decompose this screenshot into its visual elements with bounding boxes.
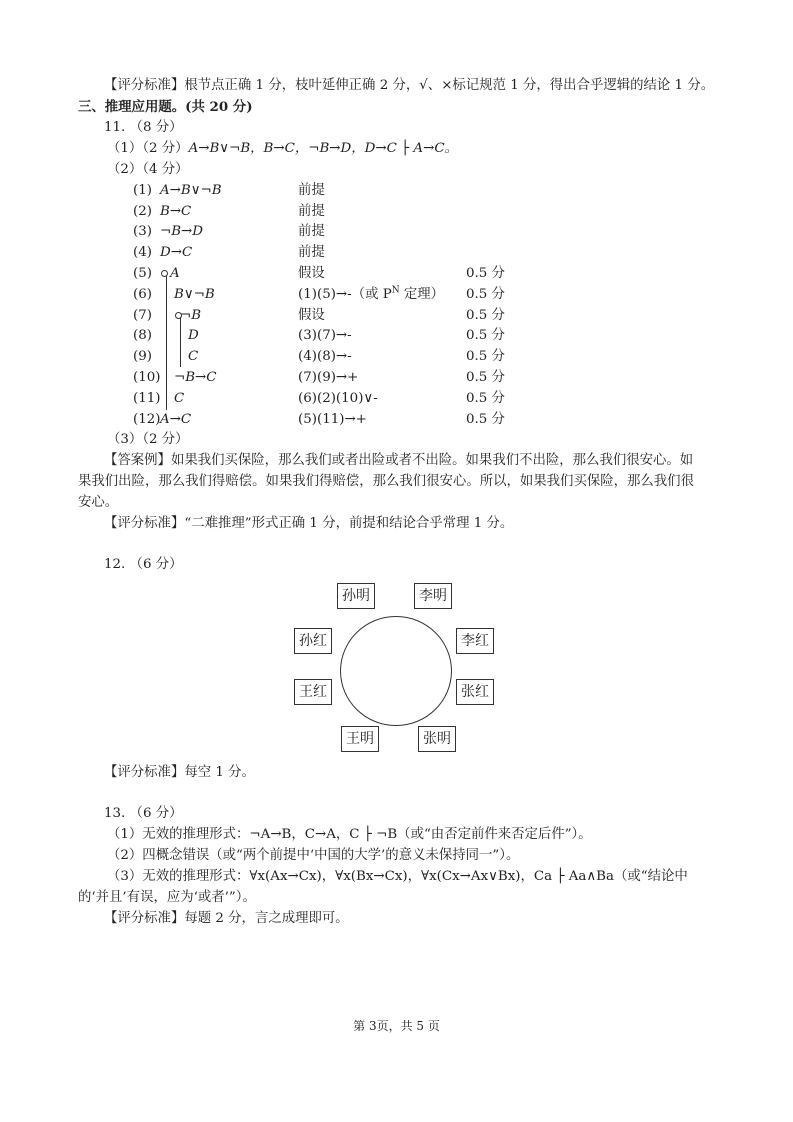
row-formula: A [170,266,180,281]
q13-line3: （3）无效的推理形式：∀x(Ax→Cx)，∀x(Bx→Cx)，∀x(Cx→Ax∨Bx)，Ca ├ Aa∧Ba（或“结论中 [107,869,688,884]
assumption-bar-outer [166,276,167,410]
seat-lower-right: 张红 [456,679,494,705]
row-reason: (4)(8)→- [298,349,352,364]
row-score: 0.5 分 [466,391,505,406]
row-reason: 假设 [298,308,325,323]
row-reason: (7)(9)→+ [298,370,359,385]
seat-bottom-right: 张明 [418,726,456,752]
row-reason-main: (1)(5)→-（或 P [298,287,392,302]
q13-line1: （1）无效的推理形式：¬A→B，C→A，C ├ ¬B（或“由否定前件来否定后件”）。 [107,827,592,842]
row-score: 0.5 分 [466,287,505,302]
row-reason: 前提 [298,183,325,198]
row-reason-tail: 定理） [399,287,445,302]
row-num: (6) [133,287,152,302]
q13-line4: 的‘并且’有误，应为‘或者’”）。 [78,890,256,905]
round-table [340,616,452,726]
row-reason: 前提 [298,204,325,219]
answer-example-line1: 【答案例】如果我们买保险，那么我们或者出险或者不出险。如果我们不出险，那么我们很安心。如 [104,453,694,468]
row-formula: D [188,328,199,343]
row-num: (9) [133,349,152,364]
q12-grading-standard: 【评分标准】每空 1 分。 [104,765,255,780]
q11-part3-label: （3）（2 分） [107,432,189,447]
seat-upper-right: 李红 [456,628,494,654]
row-num: (5) [133,266,152,281]
seat-lower-left: 王红 [294,679,332,705]
q11-part1-formula: A→B∨¬B，B→C，¬B→D，D→C ├ A→C。 [188,141,458,156]
row-reason: (5)(11)→+ [298,412,367,427]
row-reason-sup: N [391,285,400,296]
answer-example-line2: 果我们出险，那么我们得赔偿。如果我们得赔偿，那么我们很安心。所以，如果我们买保险，那么我们很 [78,474,694,489]
assumption-bar-inner [180,318,181,367]
row-formula: ¬B→C [174,370,217,385]
row-score: 0.5 分 [466,328,505,343]
seat-top-left: 孙明 [337,583,375,609]
q11-part1 [107,139,458,159]
row-reason: 前提 [298,224,325,239]
row-formula: C [188,349,199,364]
row-num: (11) [133,391,161,406]
q11-grading-standard: 【评分标准】“二难推理”形式正确 1 分，前提和结论合乎常理 1 分。 [104,516,514,531]
row-num: (4) [133,245,152,260]
seat-top-right: 李明 [414,583,452,609]
row-num: (12) [133,412,161,427]
q11-part2-label: （2）（4 分） [107,162,189,177]
page-footer: 第 3页，共 5 页 [353,1019,440,1033]
row-reason: 前提 [298,245,325,260]
row-score: 0.5 分 [466,349,505,364]
row-formula: A→B∨¬B [160,183,222,198]
q13-line2: （2）四概念错误（或“两个前提中‘中国的大学’的意义未保持同一”）。 [107,848,520,863]
q11-header: 11. （8 分） [104,120,183,135]
row-reason: 假设 [298,266,325,281]
row-reason [298,285,444,305]
row-num: (3) [133,224,152,239]
row-num: (1) [133,183,152,198]
row-num: (7) [133,308,152,323]
seat-upper-left: 孙红 [294,628,332,654]
grading-standard-top: 【评分标准】根节点正确 1 分，枝叶延伸正确 2 分，√、×标记规范 1 分，得出合乎逻辑的结论 1 分。 [104,78,715,93]
q12-header: 12. （6 分） [104,557,183,572]
row-score: 0.5 分 [466,266,505,281]
row-formula: C [174,391,185,406]
row-formula: A→C [160,412,192,427]
row-reason: (6)(2)(10)∨- [298,391,378,406]
row-reason: (3)(7)→- [298,328,352,343]
q11-part1-label: （1）（2 分） [107,141,189,156]
row-formula: B∨¬B [174,287,215,302]
row-num: (10) [133,370,161,385]
row-formula: D→C [160,245,193,260]
seat-bottom-left: 王明 [341,726,379,752]
row-formula: ¬B [180,308,202,323]
answer-example-line3: 安心。 [78,495,119,510]
row-score: 0.5 分 [466,412,505,427]
row-formula: B→C [160,204,192,219]
q13-header: 13. （6 分） [104,806,183,821]
row-formula: ¬B→D [160,224,204,239]
row-num: (8) [133,328,152,343]
row-score: 0.5 分 [466,370,505,385]
section-title: 三、推理应用题。(共 20 分) [78,99,253,115]
row-num: (2) [133,204,152,219]
row-score: 0.5 分 [466,308,505,323]
q13-grading-standard: 【评分标准】每题 2 分，言之成理即可。 [104,911,349,926]
